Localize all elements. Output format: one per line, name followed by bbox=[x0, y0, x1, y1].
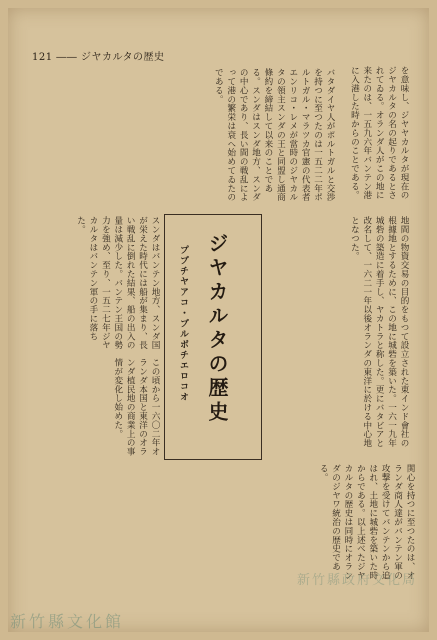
text-column: 地間の物資交易の目的をもつて設立された東インド會社の根據地とするために、この地に城砦を築いた。一六一九年城砦の築造に着手し、ヤカトラと称した。更にバタビアと改名して、一六二一年以後オランダの東洋に於ける中心地となつた。 bbox=[349, 216, 409, 448]
article-author: ププチヤアコ・プルボチエロコオ bbox=[178, 245, 188, 403]
text-column: バタダイヤ人がポルトガルと交渉を持つに至つたのは一五二二年ポルトガル・マラツカ官憲の代表者エンリコ・レメが當時のジヤカルタの領主スンダの王と同盟し通商條約を締結して以来のことである。スンダはスンダ地方、スンダの中心であり、長い間の戦乱によって港の繁栄は衰へ始めてゐたのである。 bbox=[213, 68, 335, 202]
text-column: 関心を持つに至つたのは、オランダ商人達がバンテン軍の攻撃を受けてバンテンから追はれ、土地に城砦を築いた時からである。以上述べたジヤカルタの歴史は同時にオランダのジヤワ統治の歴史である。 bbox=[318, 464, 415, 580]
article-title: ジヤカルタの歴史 bbox=[205, 233, 229, 425]
library-stamp: 新竹縣政府文化局 bbox=[296, 573, 417, 588]
text-column: この頃から一六〇二年オランダ本国と東洋のオランダ植民地の商業上の事情が変化し始めた。 bbox=[112, 358, 160, 456]
watermark: 新竹縣文化館 bbox=[10, 612, 125, 631]
text-column: スンダはバンテン地方、スンダ国が栄えた時代には船が集まり、長い戦乱に倒れた結果、船の出入の量は減少した。バンテン王国の勢力を強め、至り、一五二七年ジヤカルタはバンテン軍の手に落ちた。 bbox=[75, 216, 160, 350]
page-header: 121 ―― ジヤカルタの歴史 bbox=[32, 52, 165, 63]
text-column: を意味し、ジヤヤカルタが現在のジヤカルタの名の起りであるとされてゐる。オランダ人がこの地に来たのは、一五九六年バンテン港に入港した時からのことである。 bbox=[349, 66, 409, 200]
book-page bbox=[8, 8, 429, 632]
title-box bbox=[164, 214, 262, 460]
